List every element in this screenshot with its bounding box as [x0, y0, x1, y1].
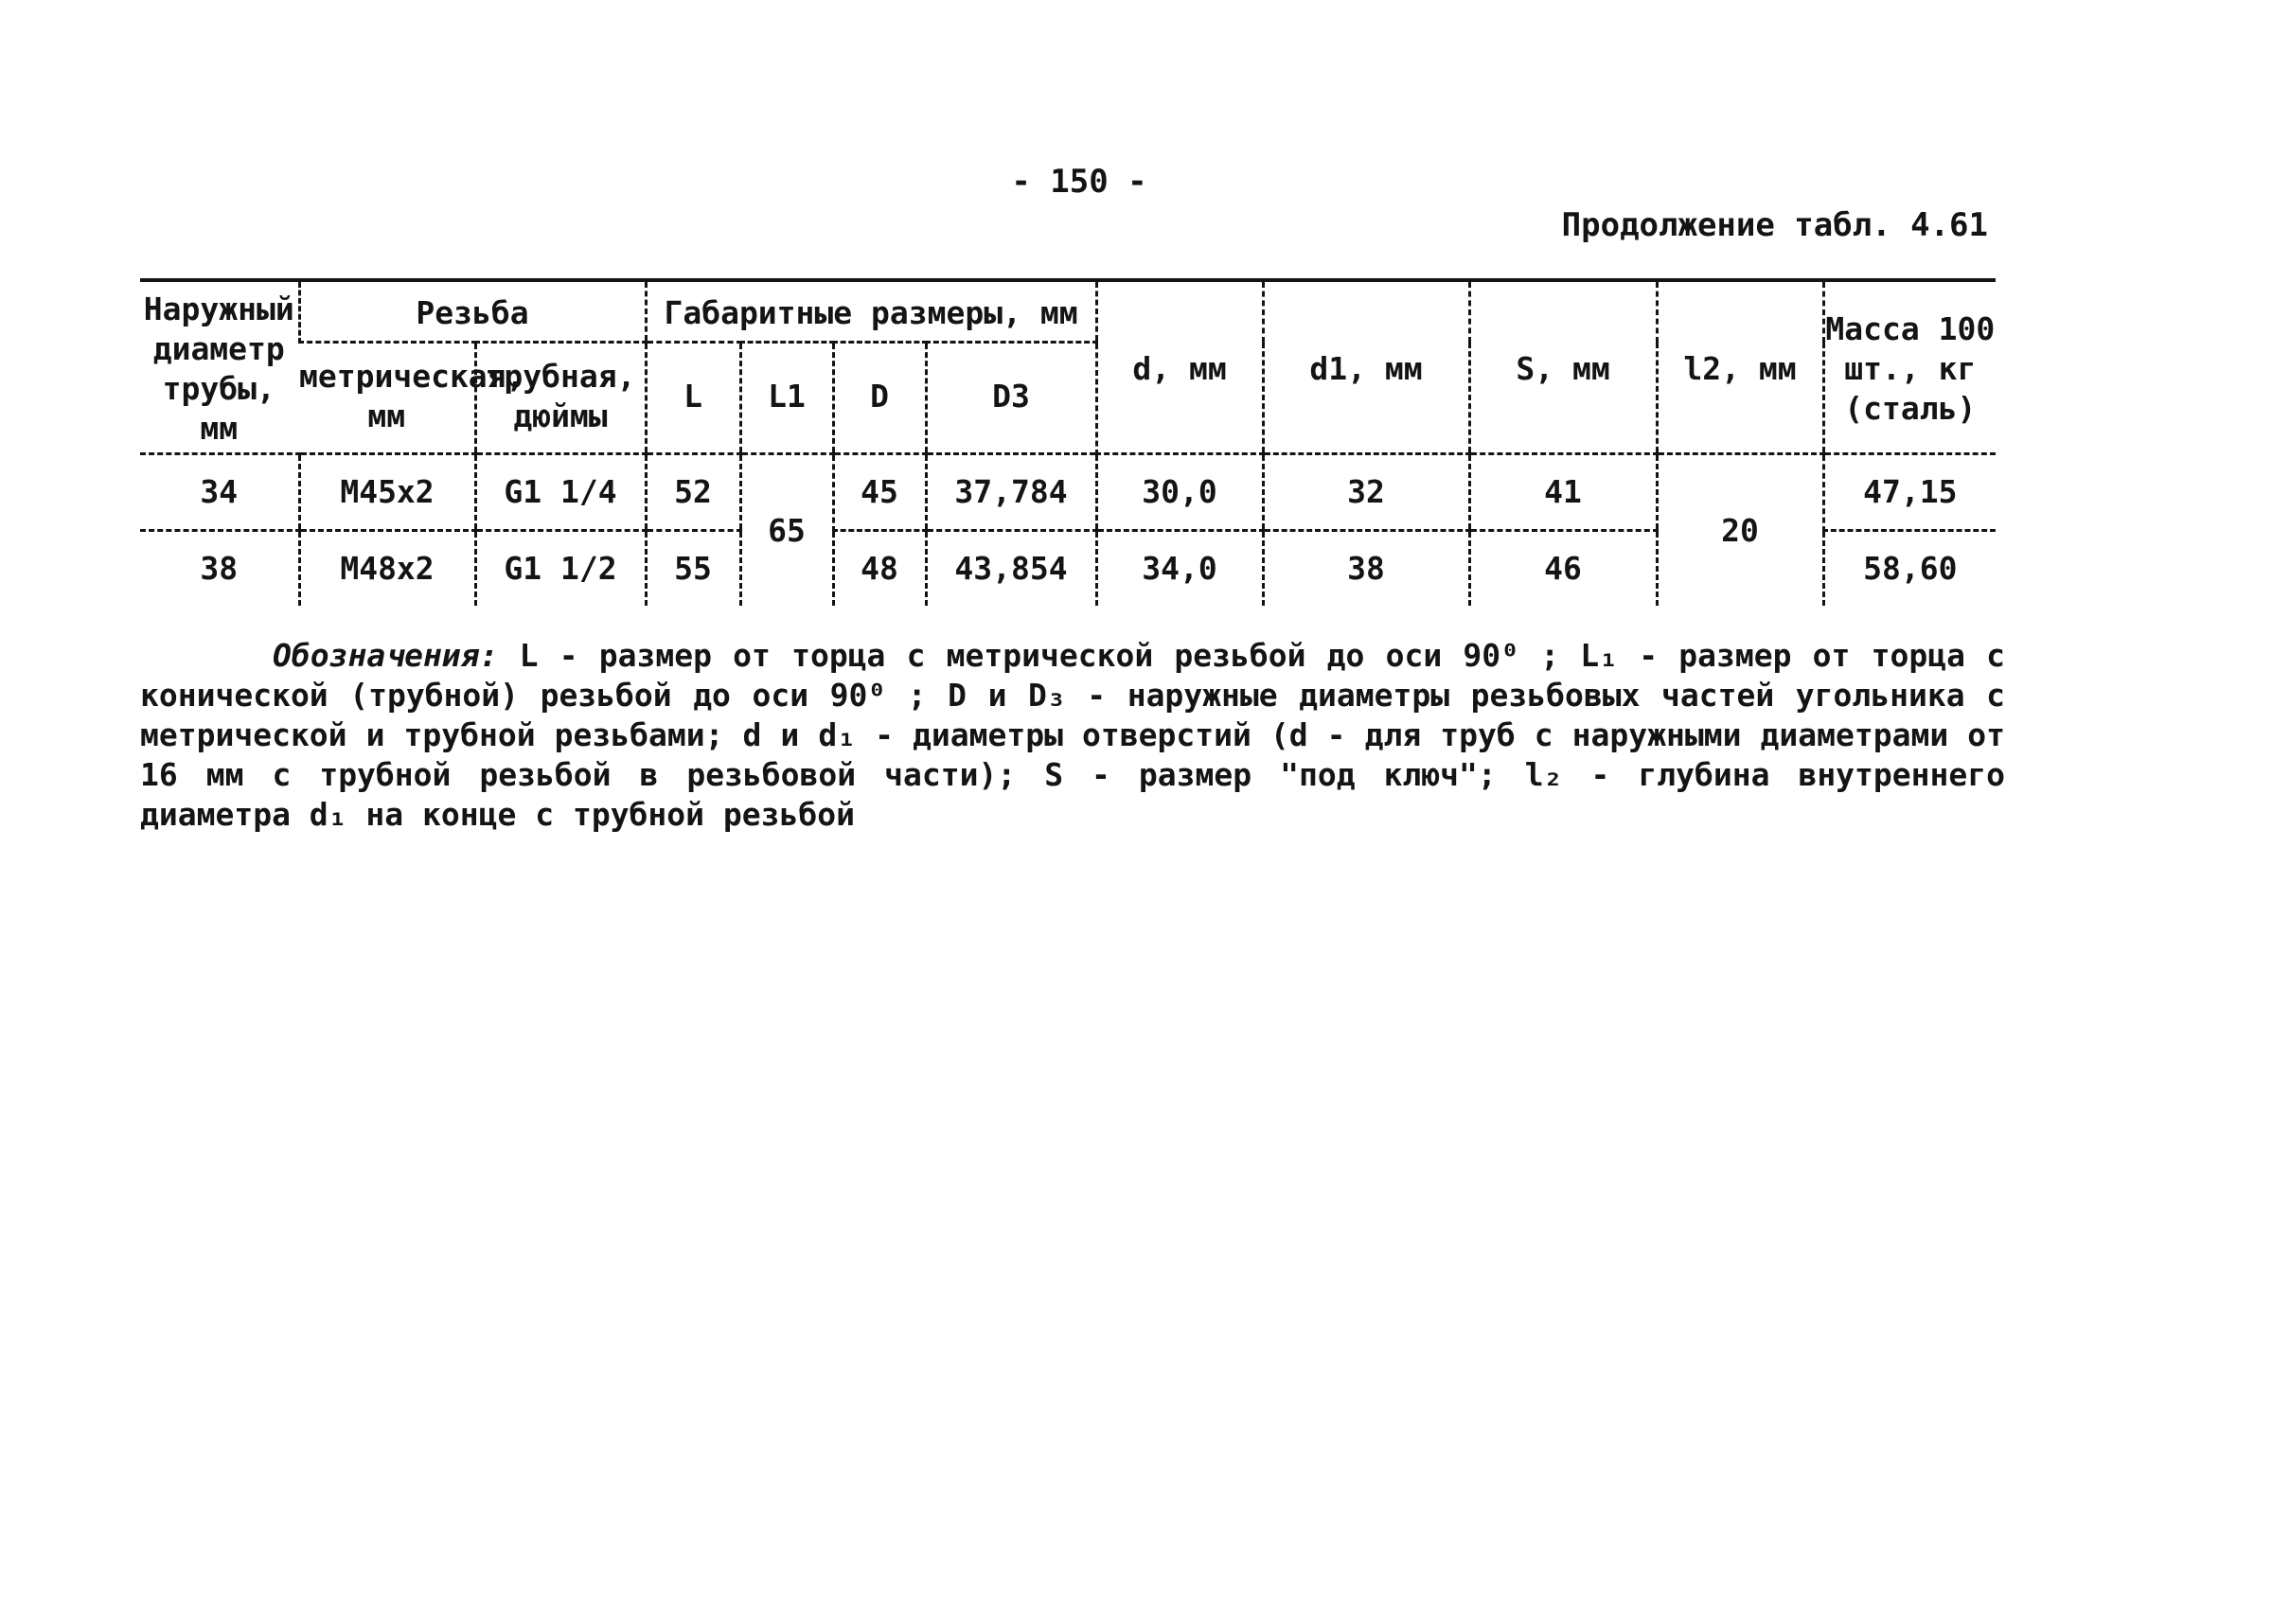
- cell-l2-shared: 20: [1657, 454, 1823, 607]
- cell-outer-d: 48: [833, 531, 926, 607]
- page-number: - 150 -: [1011, 163, 1147, 201]
- header-l1: L1: [740, 343, 833, 454]
- cell-d: 30,0: [1096, 454, 1263, 531]
- cell-mass: 58,60: [1823, 531, 1996, 607]
- cell-pipe-thread: G1 1/2: [475, 531, 646, 607]
- header-d3: D3: [926, 343, 1096, 454]
- table-continuation-caption: Продолжение табл. 4.61: [1561, 206, 1988, 244]
- cell-metric-thread: M48x2: [299, 531, 475, 607]
- cell-mass: 47,15: [1823, 454, 1996, 531]
- cell-d1: 32: [1263, 454, 1469, 531]
- header-l2: l2, мм: [1657, 280, 1823, 454]
- header-metric-thread: метрическая, мм: [299, 343, 475, 454]
- table-row: [140, 454, 1996, 531]
- fitting-dimensions-table: [140, 278, 1996, 606]
- cell-d3: 37,784: [926, 454, 1096, 531]
- cell-l1-shared: 65: [740, 454, 833, 607]
- header-l: L: [646, 343, 740, 454]
- header-s: S, мм: [1469, 280, 1657, 454]
- notes-text: L - размер от торца с метрической резьбой до оси 90⁰ ; L₁ - размер от торца с конической (трубной) резьбой до оси 90⁰ ; D и D₃ - наружные диаметры резьбовых частей угольника с метрической и трубной резьбами; d и d₁ - диаметры отверстий (d - для труб с наружными диаметрами от 16 мм с трубной резьбой в резьбовой части); S - размер "под ключ"; l₂ - глубина внутреннего диаметра d₁ на конце с трубной резьбой: [140, 637, 2005, 833]
- cell-d1: 38: [1263, 531, 1469, 607]
- header-d1: d1, мм: [1263, 280, 1469, 454]
- notes-label: Обозначения:: [273, 637, 499, 674]
- cell-outer-diameter: 38: [200, 550, 239, 587]
- header-thread-group: Резьба: [299, 280, 646, 343]
- header-outer-diameter: Наружный диаметр трубы, мм: [140, 280, 299, 454]
- header-mass: Масса 100 шт., кг (сталь): [1823, 280, 1996, 454]
- header-pipe-thread: трубная, дюймы: [475, 343, 646, 454]
- cell-d: 34,0: [1096, 531, 1263, 607]
- header-outer-d: D: [833, 343, 926, 454]
- cell-pipe-thread: G1 1/4: [475, 454, 646, 531]
- header-dimensions-group: Габаритные размеры, мм: [646, 280, 1096, 343]
- cell-l: 52: [646, 454, 740, 531]
- notation-notes: [140, 636, 2005, 835]
- cell-outer-diameter: 34: [140, 454, 299, 531]
- header-d: d, мм: [1096, 280, 1263, 454]
- cell-d3: 43,854: [926, 531, 1096, 607]
- cell-l: 55: [646, 531, 740, 607]
- cell-s: 41: [1469, 454, 1657, 531]
- cell-outer-d: 45: [833, 454, 926, 531]
- cell-metric-thread: M45x2: [299, 454, 475, 531]
- cell-s: 46: [1469, 531, 1657, 607]
